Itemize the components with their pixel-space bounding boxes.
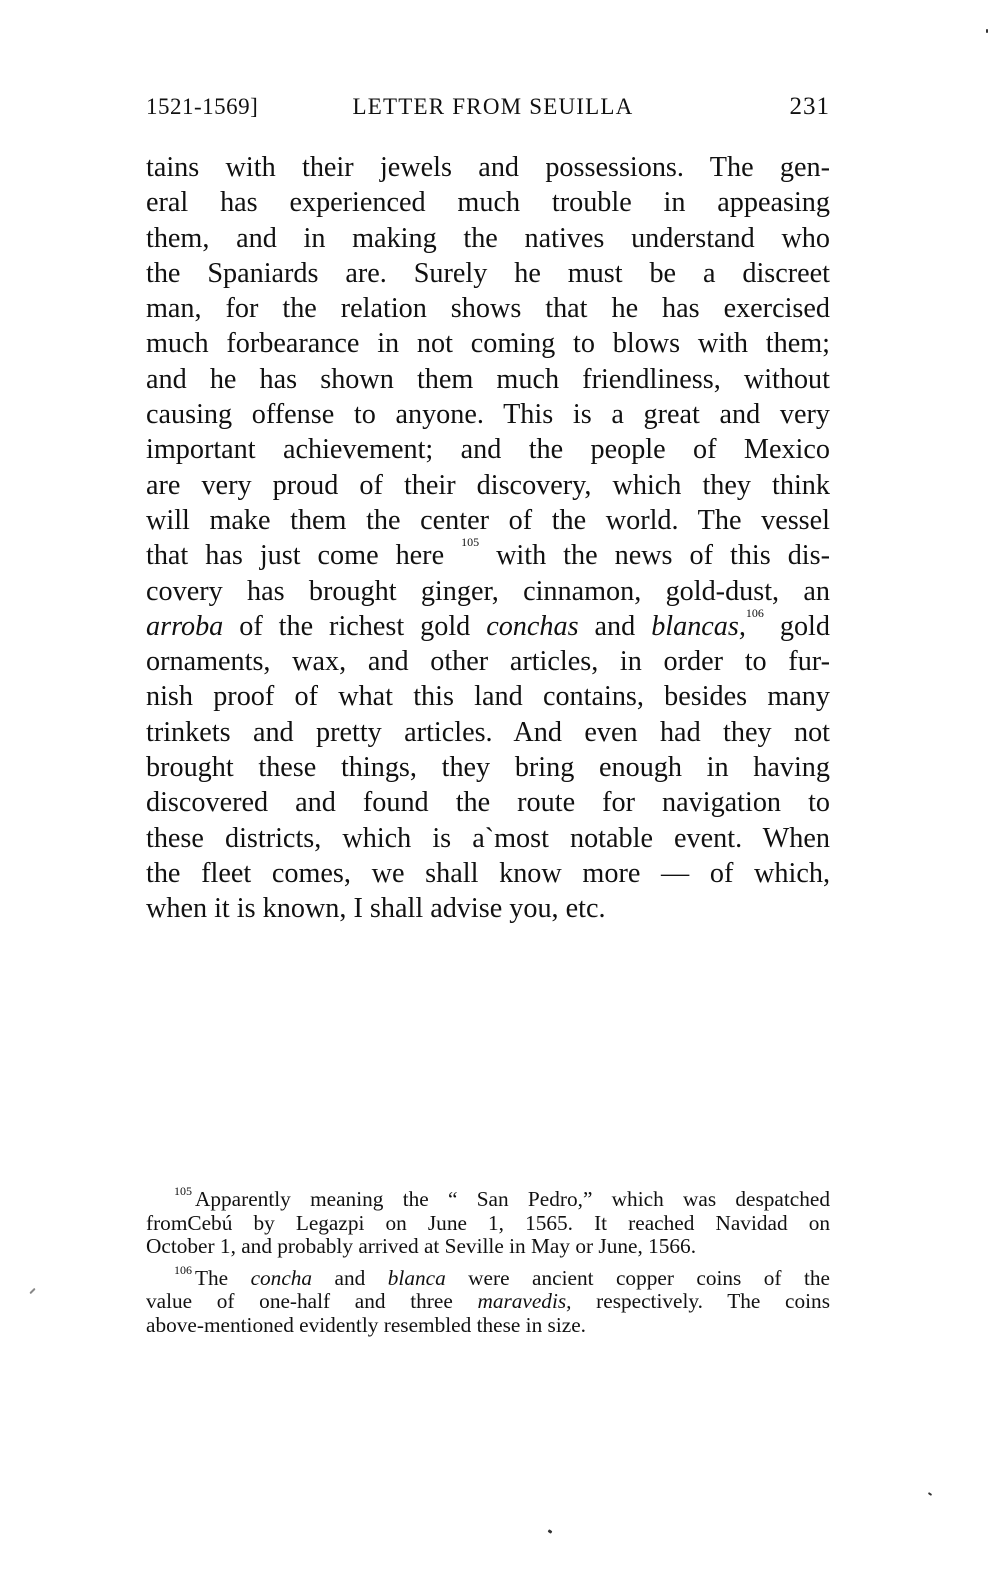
footnote-line <box>146 1184 830 1212</box>
body-line <box>146 256 830 291</box>
text-run: discovered and found the route for navigation to <box>146 787 830 819</box>
body-line <box>146 574 830 609</box>
footnote-reference[interactable]: 106 <box>745 605 764 620</box>
text-run: man, for the relation shows that he has exercised <box>146 293 830 325</box>
text-run: are very proud of their discovery, which they think <box>146 469 830 501</box>
italic-term: conchas <box>486 610 579 642</box>
text-run: ornaments, wax, and other articles, in order to fur- <box>146 646 830 678</box>
scan-artifact <box>29 1288 35 1294</box>
body-line <box>146 503 830 538</box>
body-line <box>146 432 830 467</box>
body-line <box>146 185 830 220</box>
footnote-line <box>146 1314 830 1338</box>
text-run: that has just come here <box>146 540 462 572</box>
text-run: respectively. The coins <box>571 1289 830 1313</box>
text-run: the Spaniards are. Surely he must be a discreet <box>146 257 830 289</box>
text-run: tains with their jewels and possessions. The gen- <box>146 152 830 183</box>
text-run: nish proof of what this land contains, besides many <box>146 681 830 713</box>
footnote-106 <box>146 1262 830 1338</box>
text-run: and <box>578 610 652 642</box>
text-run: of the richest gold <box>223 610 487 642</box>
text-run: and he has shown them much friendliness, without <box>146 363 830 395</box>
footnote-number: 105 <box>174 1184 192 1198</box>
scan-artifact <box>548 1529 553 1534</box>
text-run: trinkets and pretty articles. And even had they not <box>146 716 830 748</box>
body-line <box>146 715 830 750</box>
italic-term: concha <box>250 1265 313 1290</box>
body-line <box>146 785 830 820</box>
text-run: value of one-half and three <box>146 1289 478 1313</box>
footnote-reference[interactable]: 105 <box>461 535 480 550</box>
text-run: covery has brought ginger, cinnamon, gold-dust, an <box>146 575 830 607</box>
text-run: causing offense to anyone. This is a great and very <box>146 399 830 431</box>
text-run: them, and in making the natives understand who <box>146 222 830 254</box>
text-run: these districts, which is a`most notable event. When <box>146 822 830 854</box>
footnote-line <box>146 1235 830 1259</box>
text-run: gold <box>763 610 830 642</box>
text-run: much forbearance in not coming to blows with them; <box>146 328 830 360</box>
body-line <box>146 891 830 926</box>
body-line <box>146 362 830 397</box>
body-line <box>146 750 830 785</box>
running-head <box>146 92 830 122</box>
text-run: will make them the center of the world. The vessel <box>146 504 830 536</box>
text-run: The <box>195 1265 251 1290</box>
body-line <box>146 535 830 573</box>
text-run: when it is known, I shall advise you, etc. <box>146 893 606 925</box>
footnote-line <box>146 1290 830 1314</box>
body-line <box>146 326 830 361</box>
italic-term: blancas, <box>651 610 746 642</box>
body-line <box>146 468 830 503</box>
text-run: were ancient copper coins of the <box>445 1265 830 1290</box>
footnote-line <box>146 1262 830 1291</box>
body-line <box>146 605 830 644</box>
body-line <box>146 150 830 185</box>
text-run: October 1, and probably arrived at Seville in May or June, 1566. <box>146 1234 697 1258</box>
text-run: eral has experienced much trouble in appeasing <box>146 187 830 219</box>
body-line <box>146 856 830 891</box>
footnote-105 <box>146 1184 830 1259</box>
text-run: fromCebú by Legazpi on June 1, 1565. It reached Navidad on <box>146 1210 830 1235</box>
text-run: above-mentioned evidently resembled these in size. <box>146 1312 586 1337</box>
italic-term: blanca <box>387 1265 446 1290</box>
italic-term: arroba <box>146 610 224 642</box>
text-run: Apparently meaning the “ San Pedro,” which was despatched <box>195 1187 830 1211</box>
text-run: and <box>312 1265 388 1290</box>
footnotes <box>146 1184 830 1345</box>
body-line <box>146 821 830 856</box>
footnote-line <box>146 1212 830 1236</box>
page-number: 231 <box>789 93 830 120</box>
body-text <box>146 150 830 927</box>
scan-artifact <box>928 1492 932 1496</box>
text-run: important achievement; and the people of Mexico <box>146 434 830 466</box>
running-head-date-range: 1521-1569] <box>146 94 259 119</box>
body-line <box>146 679 830 714</box>
body-line <box>146 397 830 432</box>
body-line <box>146 291 830 326</box>
body-line <box>146 644 830 679</box>
body-line <box>146 221 830 256</box>
running-head-title: LETTER FROM SEUILLA <box>352 94 634 119</box>
italic-term: maravedis, <box>477 1289 572 1313</box>
text-run: the fleet comes, we shall know more — of which, <box>146 857 830 889</box>
text-run: with the news of this dis- <box>479 540 830 572</box>
text-run: brought these things, they bring enough in having <box>146 752 830 784</box>
footnote-number: 106 <box>174 1262 192 1277</box>
